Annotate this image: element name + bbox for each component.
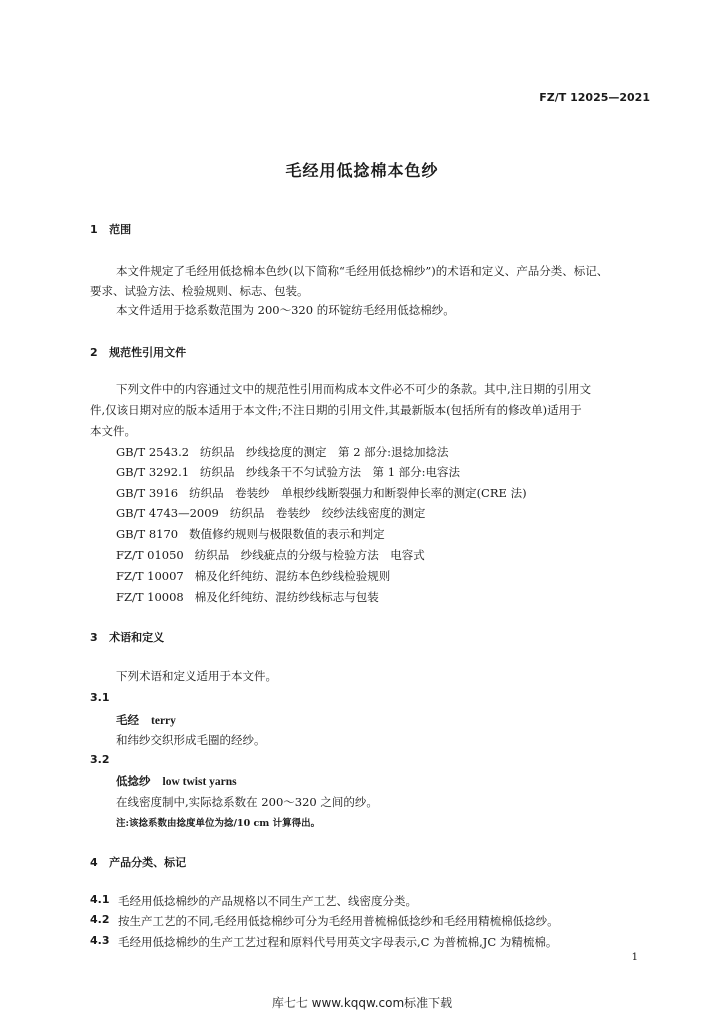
reference-title: 纺织品 纱线条干不匀试验方法 第 1 部分:电容法 xyxy=(200,465,461,479)
clause-number: 4.2 xyxy=(90,913,110,926)
term-english: terry xyxy=(151,715,176,727)
reference-item xyxy=(116,505,425,521)
term-english: low twist yarns xyxy=(162,776,237,788)
term-name xyxy=(116,773,237,789)
reference-item xyxy=(116,526,385,542)
section-number: 2 xyxy=(90,346,98,359)
term-number: 3.2 xyxy=(90,753,110,766)
reference-title: 棉及化纤纯纺、混纺纱线标志与包装 xyxy=(194,590,379,604)
paragraph: 件,仅该日期对应的版本适用于本文件;不注日期的引用文件,其最新版本(包括所有的修改单)适用于 xyxy=(90,403,582,417)
term-definition: 在线密度制中,实际捻系数在 200～320 之间的纱。 xyxy=(116,795,378,809)
reference-title: 纺织品 纱线疵点的分级与检验方法 电容式 xyxy=(194,548,425,562)
paragraph: 要求、试验方法、检验规则、标志、包装。 xyxy=(90,284,309,298)
term-chinese: 低捻纱 xyxy=(116,774,151,788)
reference-title: 数值修约规则与极限数值的表示和判定 xyxy=(189,527,385,541)
paragraph: 本文件规定了毛经用低捻棉本色纱(以下简称“毛经用低捻棉纱”)的术语和定义、产品分类、标记、 xyxy=(116,264,609,278)
section-number: 1 xyxy=(90,223,98,236)
section-2-heading xyxy=(90,344,186,360)
reference-code: FZ/T 10007 xyxy=(116,569,184,583)
reference-code: GB/T 3292.1 xyxy=(116,465,190,479)
reference-item xyxy=(116,547,425,563)
paragraph: 下列术语和定义适用于本文件。 xyxy=(116,669,277,683)
reference-code: GB/T 2543.2 xyxy=(116,445,190,459)
clause-text: 按生产工艺的不同,毛经用低捻棉纱可分为毛经用普梳棉低捻纱和毛经用精梳棉低捻纱。 xyxy=(118,914,559,928)
reference-item xyxy=(116,464,460,480)
reference-code: GB/T 8170 xyxy=(116,527,179,541)
standard-code: FZ/T 12025—2021 xyxy=(539,91,650,104)
section-title: 术语和定义 xyxy=(109,631,165,644)
section-title: 产品分类、标记 xyxy=(109,856,187,869)
reference-item xyxy=(116,568,390,584)
page-title: 毛经用低捻棉本色纱 xyxy=(285,161,439,180)
clause-text: 毛经用低捻棉纱的产品规格以不同生产工艺、线密度分类。 xyxy=(118,894,417,908)
reference-title: 纺织品 卷装纱 单根纱线断裂强力和断裂伸长率的测定(CRE 法) xyxy=(189,486,527,500)
reference-item xyxy=(116,589,379,605)
page-number: 1 xyxy=(631,952,638,963)
section-number: 4 xyxy=(90,856,98,869)
term-definition: 和纬纱交织形成毛圈的经纱。 xyxy=(116,733,266,747)
reference-item xyxy=(116,485,527,501)
reference-item xyxy=(116,444,449,460)
paragraph: 下列文件中的内容通过文中的规范性引用而构成本文件必不可少的条款。其中,注日期的引用文 xyxy=(116,382,592,396)
clause-text: 毛经用低捻棉纱的生产工艺过程和原料代号用英文字母表示,C 为普梳棉,JC 为精梳棉。 xyxy=(118,935,558,949)
section-3-heading xyxy=(90,629,164,645)
reference-title: 纺织品 纱线捻度的测定 第 2 部分:退捻加捻法 xyxy=(200,445,449,459)
reference-title: 纺织品 卷装纱 绞纱法线密度的测定 xyxy=(229,506,426,520)
term-number: 3.1 xyxy=(90,691,110,704)
section-4-heading xyxy=(90,854,186,870)
reference-code: GB/T 4743—2009 xyxy=(116,506,219,520)
term-name xyxy=(116,712,176,728)
section-number: 3 xyxy=(90,631,98,644)
section-title: 规范性引用文件 xyxy=(109,346,187,359)
clause-number: 4.1 xyxy=(90,893,110,906)
term-chinese: 毛经 xyxy=(116,713,139,727)
reference-code: FZ/T 01050 xyxy=(116,548,184,562)
clause-number: 4.3 xyxy=(90,934,110,947)
reference-code: FZ/T 10008 xyxy=(116,590,184,604)
paragraph: 本文件。 xyxy=(90,424,136,438)
reference-code: GB/T 3916 xyxy=(116,486,179,500)
paragraph: 本文件适用于捻系数范围为 200～320 的环锭纺毛经用低捻棉纱。 xyxy=(116,303,455,317)
footer-watermark: 库七七 www.kqqw.com标准下载 xyxy=(271,996,453,1010)
section-title: 范围 xyxy=(109,223,132,236)
note: 注:该捻系数由捻度单位为捻/10 cm 计算得出。 xyxy=(116,818,321,829)
reference-title: 棉及化纤纯纺、混纺本色纱线检验规则 xyxy=(194,569,391,583)
section-1-heading xyxy=(90,221,131,237)
